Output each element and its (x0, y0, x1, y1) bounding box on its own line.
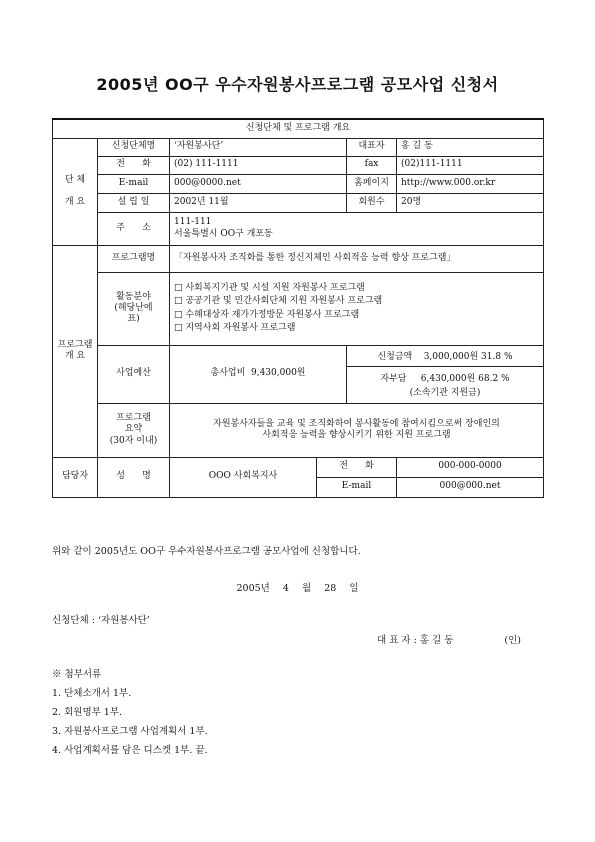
attachment-item: 4. 사업계획서를 담은 디스켓 1부. 끝. (52, 745, 208, 756)
date-day-unit: 일 (349, 583, 359, 594)
date-year: 2005년 (236, 583, 270, 594)
program-name-row (53, 245, 544, 272)
contact-phone-row (53, 457, 544, 477)
program-name-label: 프로그램명 (98, 245, 170, 272)
request-label: 신청금액 (377, 352, 413, 362)
representative-label: 대 표 자 : 홍 길 동 (377, 635, 454, 646)
phone-label: 전 화 (98, 156, 170, 174)
program-section-label: 프로그램 개 요 (53, 245, 98, 457)
application-date (0, 580, 595, 594)
self-label: 자부담 (380, 374, 407, 384)
address-street: 서울특별시 OO구 개포동 (174, 228, 273, 239)
application-form-table (52, 118, 544, 498)
form-header-row (53, 119, 544, 138)
activity-option-4[interactable]: □ 지역사회 자원봉사 프로그램 (174, 322, 296, 333)
activity-label: 활동분야 (해당난에 표) (98, 272, 170, 345)
form-header: 신청단체 및 프로그램 개요 (53, 119, 544, 138)
fax-label: fax (347, 156, 397, 174)
contact-email-label: E-mail (317, 477, 397, 497)
contact-phone-value: 000-000-0000 (397, 457, 544, 477)
activity-option-1[interactable]: □ 사회복지기관 및 시설 지원 자원봉사 프로그램 (174, 283, 365, 293)
rep-label: 대표자 (347, 138, 397, 156)
founded-value: 2002년 11월 (170, 193, 347, 212)
activity-option-3[interactable]: □ 수혜대상자 재가가정방문 자원봉사 프로그램 (174, 309, 360, 320)
email-label: E-mail (98, 174, 170, 193)
attachment-item: 2. 회원명부 1부. (52, 707, 123, 718)
applicant-organization: 신청단체 : ‘자원봉사단’ (52, 615, 150, 626)
date-month-unit: 월 (301, 583, 312, 594)
org-phone-row (53, 156, 544, 174)
request-amount (347, 348, 543, 367)
org-address-row (53, 212, 544, 245)
members-label: 회원수 (347, 193, 397, 212)
attachments-title: ※ 첨부서류 (52, 669, 102, 680)
contact-name-value: OOO 사회복지사 (170, 457, 317, 497)
program-name-value: 「자원봉사자 조직화를 통한 정신지체인 사회적응 능력 향상 프로그램」 (170, 245, 544, 272)
contact-name-label: 성 명 (98, 457, 170, 497)
org-section-label: 단 체 개 요 (53, 138, 98, 245)
org-founded-row (53, 193, 544, 212)
summary-row (53, 403, 544, 457)
rep-value: 홍 길 동 (397, 138, 544, 156)
activity-option-2[interactable]: □ 공공기관 및 민간사회단체 지원 자원봉사 프로그램 (174, 296, 383, 307)
application-statement: 위와 같이 2005년도 OO구 우수자원봉사프로그램 공모사업에 신청합니다. (52, 546, 361, 557)
document-title: 2005년 OO구 우수자원봉사프로그램 공모사업 신청서 (96, 75, 499, 94)
org-name-value: ‘자원봉사단’ (170, 138, 347, 156)
attachments-list (52, 684, 208, 760)
activity-options (170, 272, 544, 345)
contact-section-label: 담당자 (53, 457, 98, 497)
homepage-value: http://www.000.or.kr (397, 174, 544, 193)
date-month: 4 (282, 583, 289, 594)
homepage-label: 홈페이지 (347, 174, 397, 193)
activity-row (53, 272, 544, 345)
date-day: 28 (324, 583, 337, 594)
contact-phone-label: 전 화 (317, 457, 397, 477)
org-email-row (53, 174, 544, 193)
contact-email-value: 000@000.net (397, 477, 544, 497)
self-note: (소속기관 지원금) (409, 387, 481, 398)
org-name-label: 신청단체명 (98, 138, 170, 156)
budget-breakdown (347, 345, 544, 403)
org-name-row (53, 138, 544, 156)
budget-total: 총사업비 9,430,000원 (170, 345, 347, 403)
representative-signature (377, 632, 521, 646)
budget-row (53, 345, 544, 403)
phone-value: (02) 111-1111 (170, 156, 347, 174)
address-value (170, 212, 544, 245)
email-value: 000@0000.net (170, 174, 347, 193)
founded-label: 설 립 일 (98, 193, 170, 212)
budget-label: 사업예산 (98, 345, 170, 403)
self-funding (347, 367, 543, 400)
address-label: 주 소 (98, 212, 170, 245)
summary-value: 자원봉사자들을 교육 및 조직화하여 봉사활동에 참여시킴으로써 장애인의 사회적응 능력을 향상시키기 위한 지원 프로그램 (170, 403, 544, 457)
address-postcode: 111-111 (174, 217, 212, 228)
attachment-item: 3. 자원봉사프로그램 사업계획서 1부. (52, 726, 208, 737)
fax-value: (02)111-1111 (397, 156, 544, 174)
summary-label: 프로그램 요약 (30자 이내) (98, 403, 170, 457)
seal-mark: (인) (504, 635, 522, 646)
attachment-item: 1. 단체소개서 1부. (52, 688, 132, 699)
members-value: 20명 (397, 193, 544, 212)
self-value: 6,430,000원 68.2 % (420, 374, 510, 384)
request-value: 3,000,000원 31.8 % (423, 352, 513, 362)
